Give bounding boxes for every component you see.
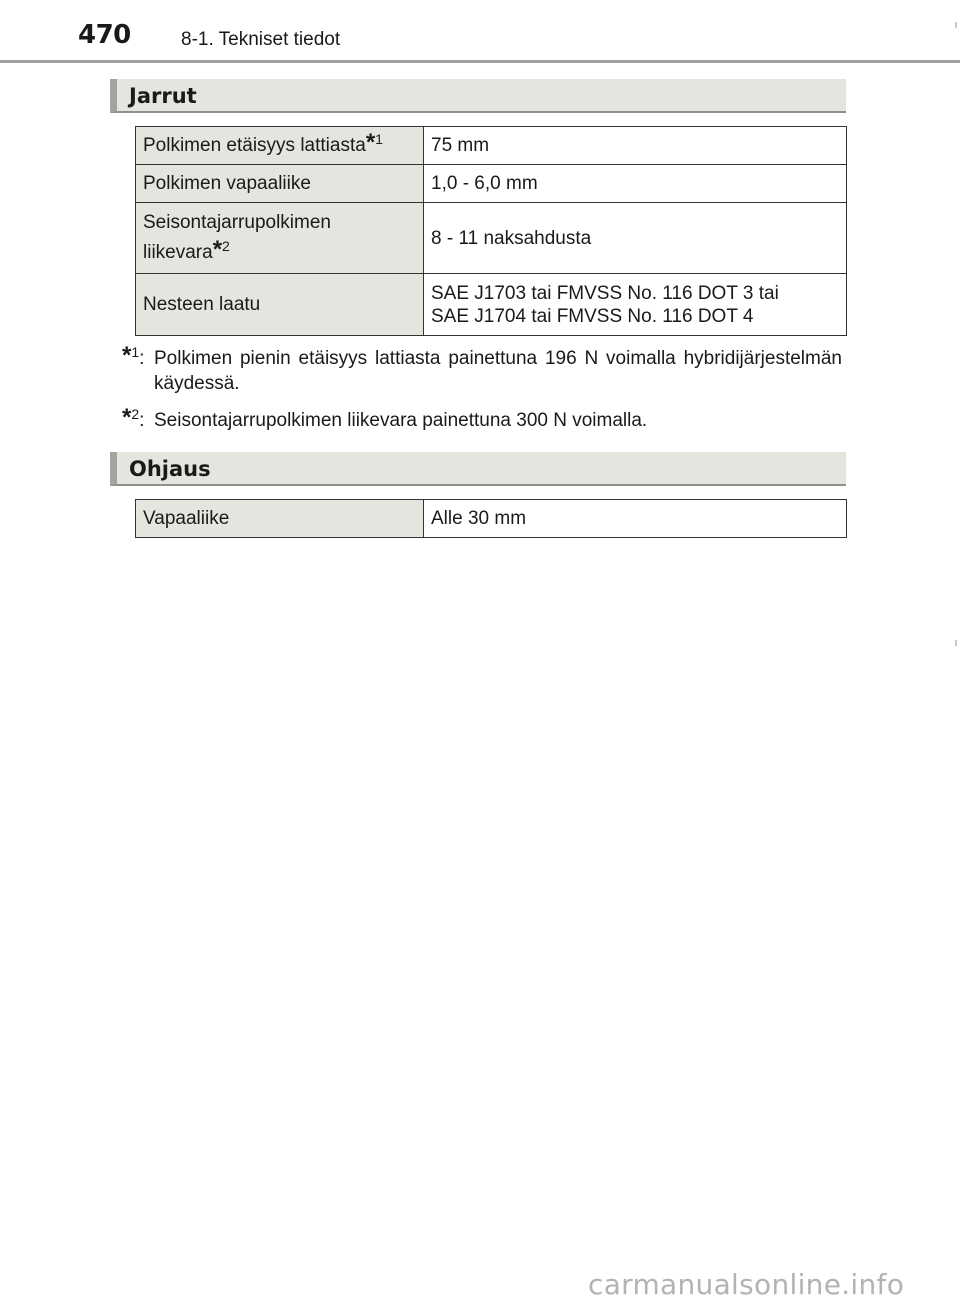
footnote: *$^1$: Polkimen pienin etäisyys lattiasta painettuna 196 N voimalla hybridijärjestelmän käydessä. bbox=[122, 342, 842, 394]
table-cell-value: 75 mm bbox=[424, 127, 847, 165]
table-cell-value: 8 - 11 naksahdusta bbox=[424, 203, 847, 274]
table-cell-label: Vapaaliike bbox=[136, 500, 424, 538]
section-heading-steering bbox=[110, 452, 846, 486]
table-cell-label: Seisontajarrupolkimen liikevara*$^2$ bbox=[136, 203, 424, 274]
footnote-text: Seisontajarrupolkimen liikevara painettuna 300 N voimalla. bbox=[154, 410, 648, 431]
table-cell-value: Alle 30 mm bbox=[424, 500, 847, 538]
table-cell-value: 1,0 - 6,0 mm bbox=[424, 165, 847, 203]
footnote-text: Polkimen pienin etäisyys lattiasta painettuna 196 N voimalla hybridijärjestelmän käydessä. bbox=[154, 348, 842, 394]
page-header bbox=[0, 0, 960, 64]
crop-mark bbox=[955, 640, 957, 646]
crop-mark bbox=[955, 22, 957, 28]
brakes-spec-table bbox=[135, 126, 847, 336]
section-heading-brakes-text: Jarrut bbox=[129, 84, 197, 108]
table-row bbox=[136, 127, 847, 165]
section-heading-steering-text: Ohjaus bbox=[129, 457, 211, 481]
table-row bbox=[136, 500, 847, 538]
table-cell-label: Polkimen etäisyys lattiasta*$^1$ bbox=[136, 127, 424, 165]
table-row bbox=[136, 203, 847, 274]
footnote-ref: 1 bbox=[131, 344, 140, 360]
header-rule bbox=[0, 60, 960, 63]
footnote-ref: 1 bbox=[375, 131, 383, 147]
footnote-asterisk-icon: * bbox=[122, 404, 132, 431]
table-cell-label: Nesteen laatu bbox=[136, 274, 424, 336]
footnote-ref: 2 bbox=[131, 406, 140, 422]
table-row bbox=[136, 165, 847, 203]
section-heading-brakes bbox=[110, 79, 846, 113]
table-cell-value: SAE J1703 tai FMVSS No. 116 DOT 3 tai SAE J1704 tai FMVSS No. 116 DOT 4 bbox=[424, 274, 847, 336]
table-cell-label: Polkimen vapaaliike bbox=[136, 165, 424, 203]
page-number: 470 bbox=[78, 20, 131, 50]
footnote-asterisk-icon: * bbox=[365, 129, 376, 156]
footnote-asterisk-icon: * bbox=[122, 342, 132, 369]
footnote: *$^2$: Seisontajarrupolkimen liikevara painettuna 300 N voimalla. bbox=[122, 408, 842, 433]
section-path: 8-1. Tekniset tiedot bbox=[181, 29, 341, 50]
site-watermark: carmanualsonline.info bbox=[588, 1268, 905, 1301]
table-row bbox=[136, 274, 847, 336]
footnote-ref: 2 bbox=[222, 238, 230, 254]
steering-spec-table bbox=[135, 499, 847, 538]
brakes-footnotes bbox=[122, 342, 842, 433]
footnote-asterisk-icon: * bbox=[212, 236, 223, 263]
